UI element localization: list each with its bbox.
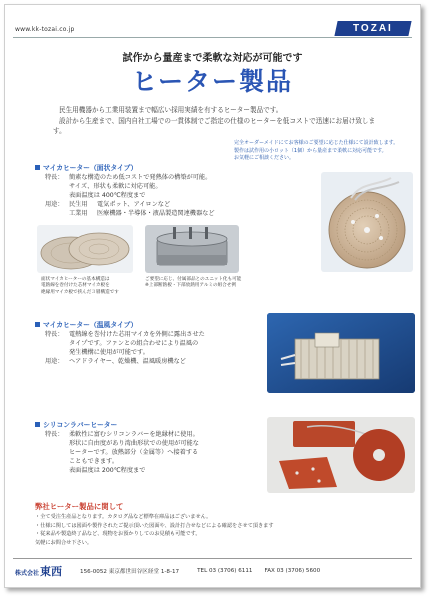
spec-row: [45, 430, 199, 439]
spec-value: こともできます。: [69, 458, 119, 465]
tozai-logo: [334, 21, 411, 36]
footer-divider: [13, 558, 412, 559]
brochure-page: [4, 4, 421, 588]
spec-row: [45, 439, 199, 448]
spec-key: 特長：: [45, 431, 64, 438]
band-heater-illustration: [267, 313, 415, 393]
company-address: 156-0052 東京都世田谷区経堂 1-8-17: [80, 569, 180, 575]
spec-key: [45, 466, 69, 475]
spec-mica-band: [45, 330, 205, 366]
spec-value: 表面温度は 200℃程度まで: [69, 467, 146, 474]
band-heater-photo: [267, 313, 415, 393]
spec-value: 医療機器・半導体・液晶製造関連機器など: [97, 210, 215, 217]
spec-key: 特長：: [45, 174, 64, 181]
round-heater-illustration: [321, 172, 413, 272]
footer: [15, 563, 410, 579]
spec-value: 電気ポット、アイロンなど: [97, 201, 171, 208]
bullet-square-icon: [35, 422, 40, 427]
spec-key: 用途：: [45, 358, 64, 365]
notice-line: ・従来品や製造終了品など、現物をお預かりしてのお見積も可能です。: [35, 531, 201, 538]
section-title-text: シリコンラバーヒーター: [43, 421, 118, 429]
page-subtitle: 試作から量産まで柔軟な対応が可能です: [122, 53, 303, 64]
website-url: www.kk-tozai.co.jp: [15, 26, 75, 33]
phone-number: TEL 03 (3706) 6111: [197, 568, 253, 574]
caption-mica-structure: [41, 277, 141, 296]
caption-line: 絶縁用マイカ板で挟んだ３層構造です: [41, 289, 119, 295]
spec-value: タイプです。ファンとの組合わせにより温風の: [69, 340, 199, 347]
note-line-2: 製作は試作用の小ロット（1個）から量産まで柔軟に対応可能です。: [234, 147, 387, 154]
caption-unit: [145, 277, 295, 290]
section-title-mica-band: [35, 319, 137, 329]
company-name: 東西: [40, 565, 63, 578]
spec-value: サイズ、形状も柔軟に対応可能。: [69, 183, 162, 190]
intro-line-2: 設計から生産まで、国内自社工場での一貫体制でご指定の仕様のヒーターを低コストで迅速にお届け致します。: [53, 116, 376, 135]
spec-row: [45, 191, 215, 200]
round-mica-heater-photo: [321, 172, 413, 272]
spec-key: 特長：: [45, 331, 64, 338]
spec-value: 柔軟性に富むシリコンラバーを絶縁材に使用。: [69, 431, 199, 438]
caption-line: ※上部断熱板・下部放熱用アルミの組合せ例: [145, 283, 236, 289]
notice-list: [35, 513, 365, 547]
notice-title: 弊社ヒーター製品に関して: [35, 502, 124, 511]
intro-text: [53, 105, 383, 137]
fax-number: FAX 03 (3706) 5600: [264, 568, 321, 574]
spec-row: [45, 466, 199, 475]
intro-line-1: 民生用機器から工業用装置まで幅広い採用実績を有するヒーター製品です。: [59, 106, 283, 114]
spec-row: [45, 339, 205, 348]
caption-line: 面状マイカヒーターの基本構造は: [41, 277, 110, 282]
spec-key: [45, 457, 69, 466]
notice-line: ・全て受注生産品となります。カタログ品など標準在庫品はございません。: [35, 514, 212, 520]
custom-order-note: [234, 140, 414, 163]
notice-line: 気軽にお問合せ下さい。: [35, 539, 93, 546]
spec-key: [45, 182, 69, 191]
spec-row: [45, 457, 199, 466]
page-title: ヒーター製品: [131, 67, 293, 96]
spec-row: [45, 448, 199, 457]
mica-plates-illustration: [37, 225, 133, 273]
spec-value: 簡素な構造のため低コストで発熱体の構築が可能。: [69, 174, 212, 181]
note-line-1: 完全オーダーメイドにてお客様のご要望に応じた仕様にて設計致します。: [234, 140, 399, 146]
spec-row: [45, 209, 215, 218]
spec-subkey: 工業用: [69, 210, 88, 217]
bullet-square-icon: [35, 322, 40, 327]
spec-value: 形状に自由度があり湾曲形状での使用が可能な: [69, 440, 199, 447]
spec-key: 用途：: [45, 201, 64, 208]
spec-row: [45, 357, 205, 366]
section-title-text: マイカヒーター（面状タイプ）: [43, 164, 138, 172]
spec-key: [45, 448, 69, 457]
mica-plates-photo: [37, 225, 133, 273]
heater-unit-illustration: [145, 225, 239, 273]
spec-row: [45, 330, 205, 339]
header-divider: [13, 37, 412, 38]
spec-key: [45, 191, 69, 200]
spec-key: [45, 339, 69, 348]
caption-line: 電熱線を巻付けた芯材マイカ板を: [41, 283, 110, 289]
spec-mica-round: [45, 173, 215, 218]
spec-value: ヘアドライヤー、乾燥機、温風暖房機など: [69, 358, 186, 365]
notice-line: ・仕様に関しては図面や製作されたご提示頂いた図面や、設計打合せなどによる確認をさせて頂きます: [35, 522, 274, 529]
logo-text: TOZAI: [353, 23, 393, 34]
caption-line: ご要望に応じ、付属部品とのユニット化も可能: [145, 277, 242, 282]
company-prefix: 株式会社: [15, 570, 40, 577]
section-title-silicone: [35, 419, 117, 429]
spec-key: [45, 348, 69, 357]
spec-value: 発生機構に使用が可能です。: [69, 349, 149, 356]
silicone-heater-photo: [267, 417, 415, 493]
spec-row: [45, 348, 205, 357]
heater-unit-photo: [145, 225, 239, 273]
spec-row: [45, 200, 215, 209]
note-line-3: お気軽にご相談ください。: [234, 155, 295, 161]
spec-row: [45, 182, 215, 191]
spec-row: [45, 173, 215, 182]
spec-value: 電熱線を巻付けた芯用マイカを外側に露出させた: [69, 331, 205, 338]
spec-key: [45, 209, 69, 218]
silicone-heater-illustration: [267, 417, 415, 493]
spec-silicone: [45, 430, 199, 475]
section-title-mica-round: [35, 162, 137, 172]
spec-value: 表面温度は 400℃程度まで: [69, 192, 146, 199]
spec-subkey: 民生用: [69, 201, 88, 208]
spec-value: ヒーターです。放熱部分（金属等）へ接着する: [69, 449, 199, 456]
company-logo: [15, 563, 62, 579]
bullet-square-icon: [35, 165, 40, 170]
section-title-text: マイカヒーター（温風タイプ）: [43, 321, 138, 329]
spec-key: [45, 439, 69, 448]
